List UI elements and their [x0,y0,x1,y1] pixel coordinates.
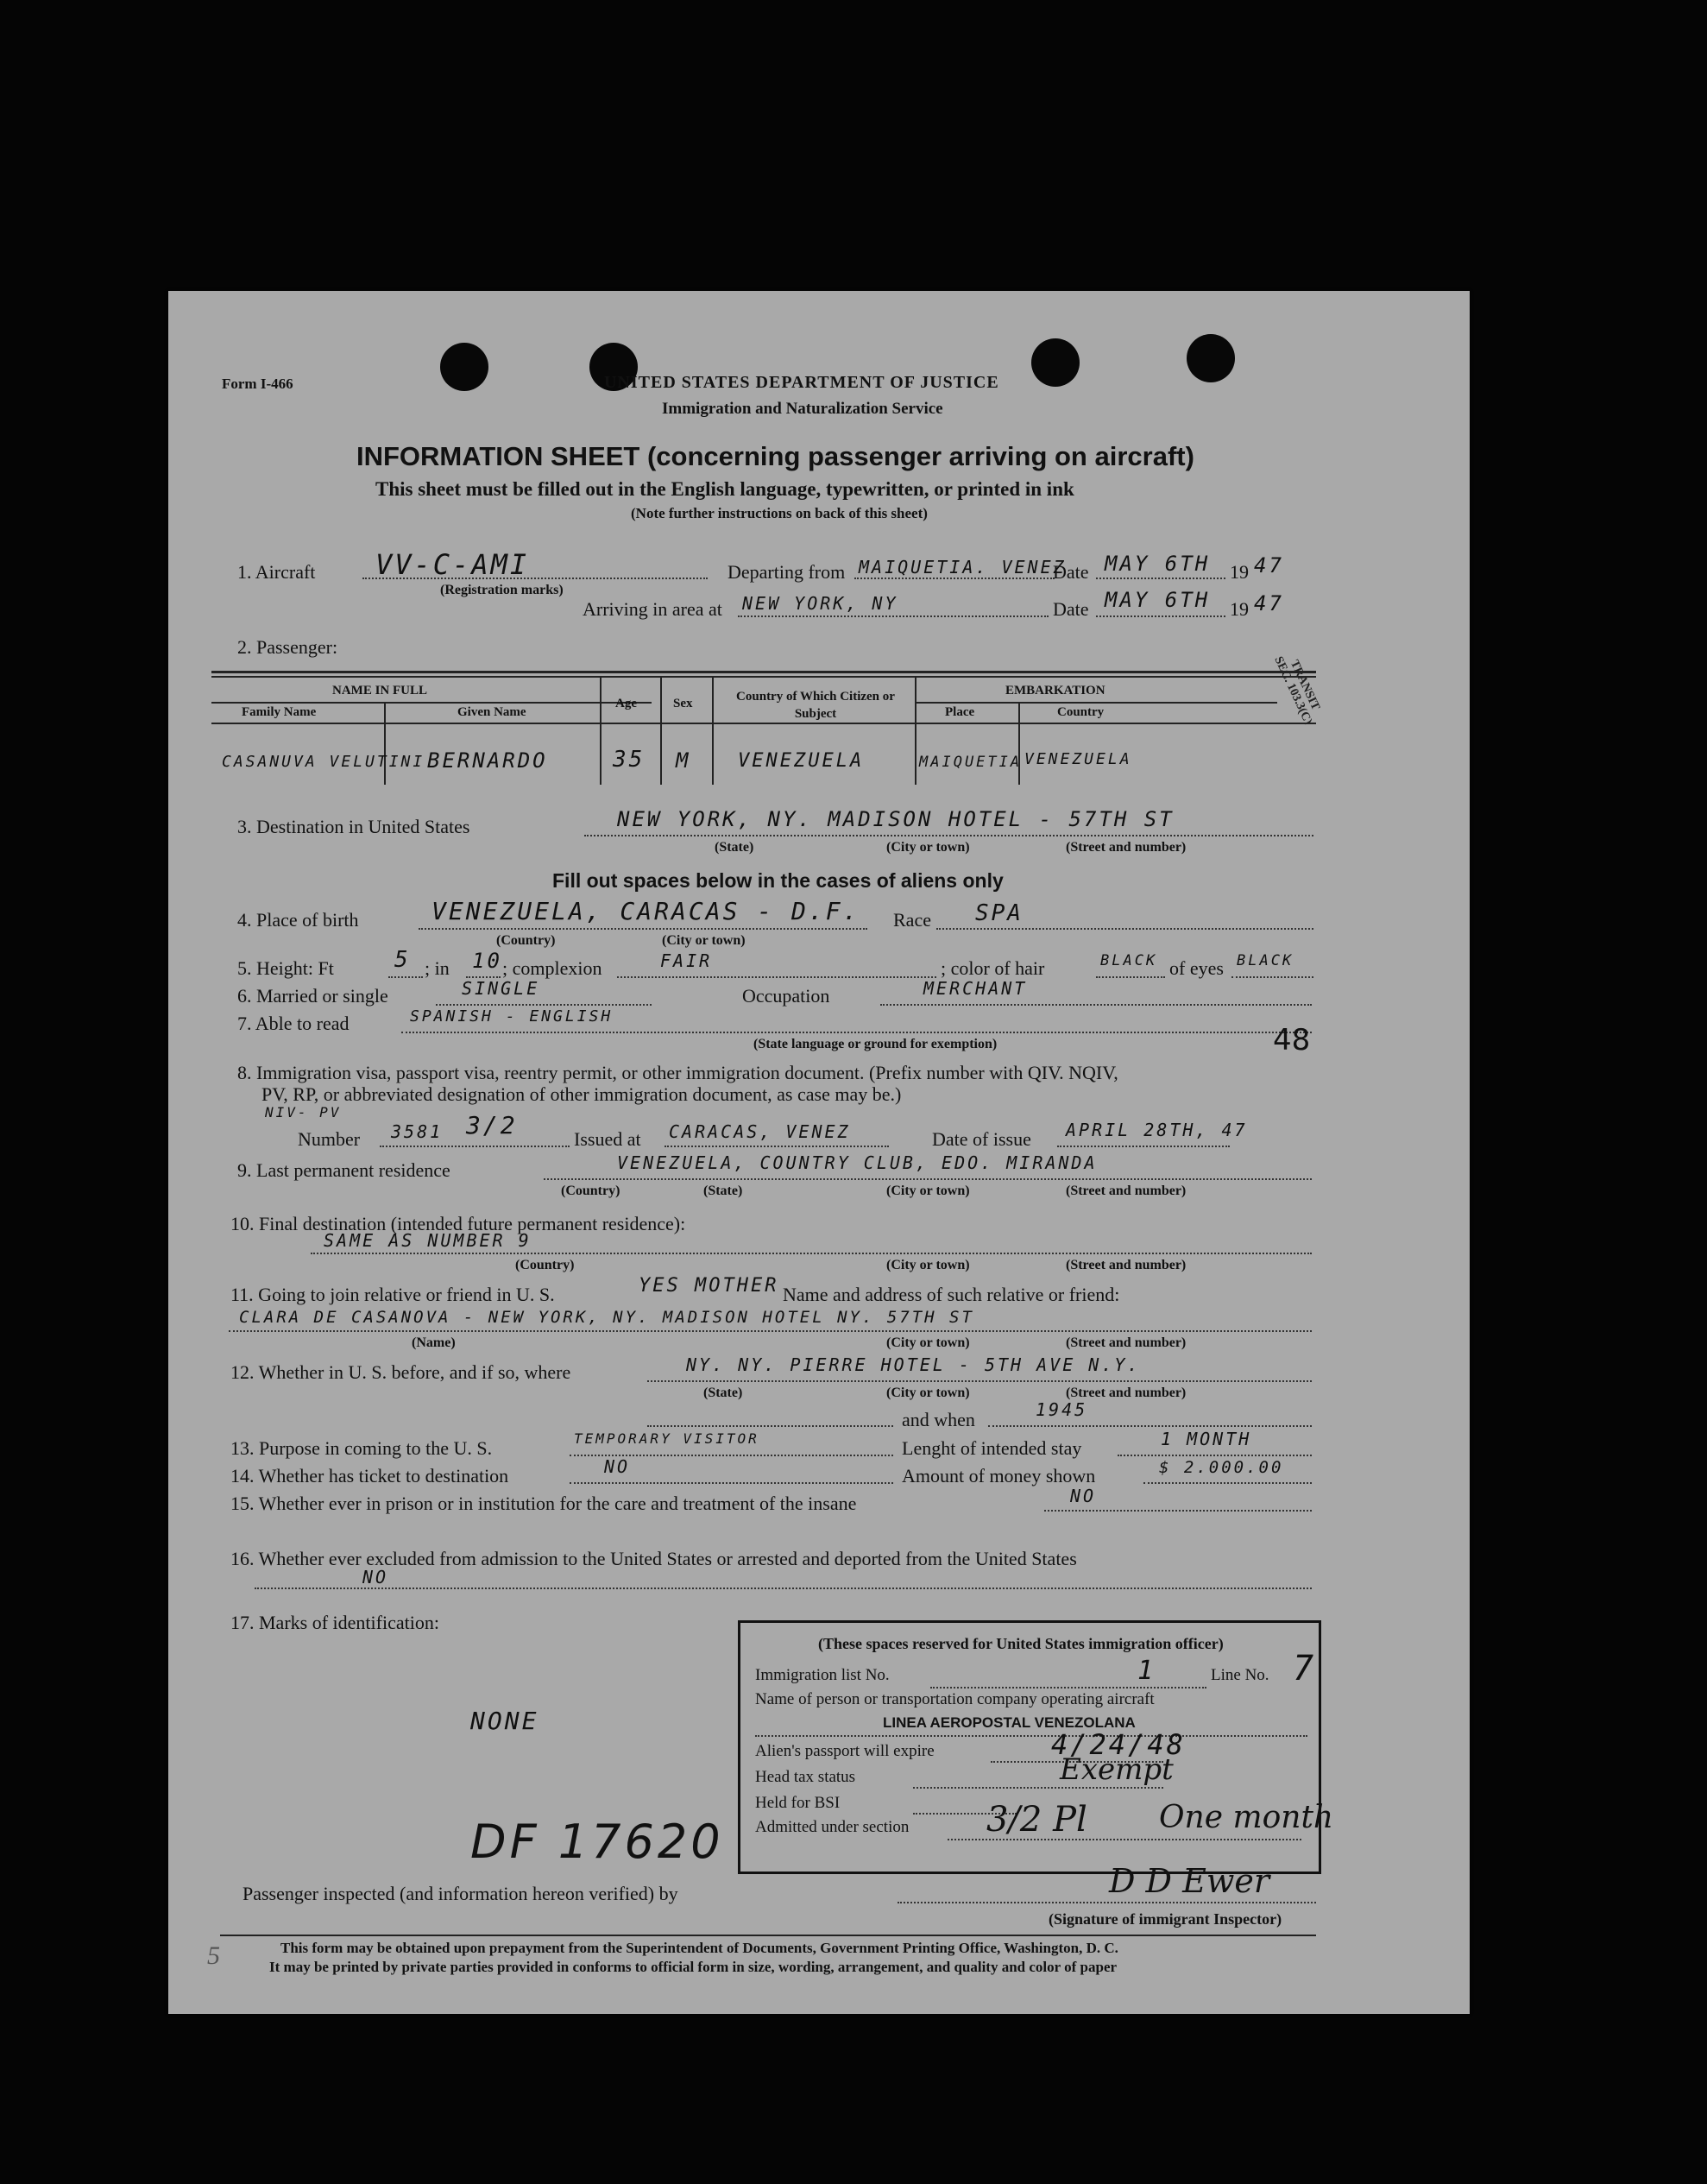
race-value: SPA [975,900,1024,926]
ticket-label: 14. Whether has ticket to destination [230,1465,509,1487]
transit-stamp: TRANSIT SEC. 103.3(C) [1271,654,1322,727]
money-value: $ 2.000.00 [1159,1458,1284,1477]
date-of-issue-label: Date of issue [932,1128,1031,1150]
citizenship-header: Country of Which Citizen or Subject [736,690,895,721]
street-caption: (Street and number) [1066,1335,1187,1350]
margin-number: 48 [1273,1023,1311,1057]
state-caption: (State) [703,1184,743,1198]
officer-box [738,1620,1334,1874]
document-prefix: NIV- PV [265,1104,342,1120]
margin-mark: 5 [207,1941,220,1970]
instructions-note: (Note further instructions on back of this sheet) [631,505,928,521]
page-title: INFORMATION SHEET (concerning passenger arriving on aircraft) [356,441,1194,471]
join-relative-label: 11. Going to join relative or friend in U. S. [230,1284,555,1305]
operator-label: Name of person or transportation company operating aircraft [755,1690,1155,1708]
height-in-value: 10 [472,949,502,973]
purpose-label: 13. Purpose in coming to the U. S. [230,1437,493,1459]
line-number: 7 [1293,1649,1317,1688]
age-header: Age [615,697,637,710]
passport-expiry-value: 4/24/48 [1051,1728,1186,1761]
country-caption: (Country) [496,933,556,948]
registration-caption: (Registration marks) [440,583,564,597]
form-sheet [168,291,1470,2014]
passenger-label: 2. Passenger: [237,636,338,658]
residence-label: 9. Last permanent residence [237,1159,450,1181]
footer-line-1: This form may be obtained upon prepayment from the Superintendent of Documents, Government Printing Office, Washington, D. C. [280,1940,1118,1956]
officer-heading: (These spaces reserved for United States immigration officer) [818,1635,1224,1652]
punch-hole [440,343,488,391]
inspection-label: Passenger inspected (and information hereon verified) by [243,1883,678,1904]
document-label-line1: 8. Immigration visa, passport visa, reentry permit, or other immigration document. (Prefix number with QIV. NQIV, [237,1062,1118,1083]
departure-year: 47 [1254,553,1284,578]
ticket-value: NO [604,1456,631,1477]
admitted-section: 3/2 Pl [986,1800,1087,1840]
eyes-label: of eyes [1169,957,1224,979]
head-tax-label: Head tax status [755,1768,856,1786]
line-label: Line No. [1211,1666,1269,1684]
birthplace-value: VENEZUELA, CARACAS - D.F. [431,897,860,925]
hair-value: BLACK [1100,952,1158,969]
aliens-only-heading: Fill out spaces below in the cases of aliens only [552,869,1004,892]
stay-label: Lenght of intended stay [902,1437,1082,1459]
city-caption: (City or town) [886,1184,970,1198]
given-name-header: Given Name [457,705,526,719]
read-label: 7. Able to read [237,1013,350,1034]
page-subtitle: This sheet must be filled out in the English language, typewritten, or printed in ink [375,478,1074,500]
document-label-line2: PV, RP, or abbreviated designation of other immigration document, as case may be.) [261,1083,902,1105]
city-caption: (City or town) [886,1386,970,1400]
department-name: UNITED STATES DEPARTMENT OF JUSTICE [604,373,999,392]
street-caption: (Street and number) [1066,1184,1187,1198]
passport-expiry-label: Alien's passport will expire [755,1742,935,1760]
street-caption: (Street and number) [1066,1258,1187,1272]
residence-value: VENEZUELA, COUNTRY CLUB, EDO. MIRANDA [617,1152,1098,1173]
document-suffix: 3/2 [466,1111,518,1139]
eyes-value: BLACK [1237,952,1294,969]
race-label: Race [893,909,931,931]
embark-country-value: VENEZUELA [1024,750,1132,768]
street-caption: (Street and number) [1066,1386,1187,1400]
marital-value: SINGLE [462,978,540,999]
head-tax-value: Exempt [1060,1752,1174,1787]
arriving-value: NEW YORK, NY [742,593,898,614]
final-destination-value: SAME AS NUMBER 9 [324,1230,532,1251]
age-value: 35 [613,747,646,773]
state-caption: (State) [703,1386,743,1400]
money-label: Amount of money shown [902,1465,1096,1487]
identification-label: 17. Marks of identification: [230,1612,439,1633]
purpose-value: TEMPORARY VISITOR [574,1430,759,1447]
embarkation-header: EMBARKATION [1005,684,1105,697]
admitted-label: Admitted under section [755,1818,910,1836]
previous-visit-label: 12. Whether in U. S. before, and if so, where [230,1361,571,1383]
stay-value: 1 MONTH [1161,1429,1252,1449]
list-number: 1 [1137,1656,1156,1686]
number-label: Number [298,1128,361,1150]
street-caption: (Street and number) [1066,840,1187,855]
birthplace-label: 4. Place of birth [237,909,359,931]
sex-value: M [676,748,691,773]
date-label-2: Date [1053,598,1089,620]
service-name: Immigration and Naturalization Service [662,400,943,418]
departing-value: MAIQUETIA. VENEZ [859,557,1067,578]
final-destination-label: 10. Final destination (intended future permanent residence): [230,1213,686,1234]
departing-label: Departing from [728,561,846,583]
family-name-value: CASANUVA VELUTINI [222,753,425,771]
signature-caption: (Signature of immigrant Inspector) [1049,1910,1282,1928]
height-ft-label: 5. Height: Ft [237,957,334,979]
aircraft-label: 1. Aircraft [237,561,316,583]
previous-visit-value: NY. NY. PIERRE HOTEL - 5TH AVE N.Y. [686,1354,1141,1375]
hair-label: ; color of hair [941,957,1045,979]
embark-place-value: MAIQUETIA [919,754,1023,771]
prison-value: NO [1070,1486,1097,1506]
when-label: and when [902,1409,975,1430]
arrival-date: MAY 6TH [1105,588,1211,612]
name-caption: (Name) [412,1335,456,1350]
punch-hole [1187,334,1235,382]
df-number: DF 17620 [470,1815,724,1869]
year-prefix: 19 [1230,561,1249,583]
excluded-value: NO [362,1567,389,1588]
excluded-label: 16. Whether ever excluded from admission to the United States or arrested and deported from the United States [230,1548,1077,1569]
arriving-label: Arriving in area at [583,598,722,620]
city-caption: (City or town) [662,933,746,948]
complexion-value: FAIR [660,950,713,971]
occupation-label: Occupation [742,985,830,1007]
punch-hole [1031,338,1080,387]
embark-country-header: Country [1057,705,1105,719]
language-caption: (State language or ground for exemption) [753,1037,998,1051]
height-in-label: ; in [425,957,450,979]
date-label: Date [1053,561,1089,583]
document-number: 3581 [391,1121,444,1142]
country-caption: (Country) [561,1184,620,1198]
admitted-period: One month [1159,1800,1334,1835]
country-caption: (Country) [515,1258,575,1272]
inspector-signature: D D Ewer [1109,1862,1270,1900]
relative-address-value: CLARA DE CASANOVA - NEW YORK, NY. MADISON HOTEL NY. 57TH ST [239,1308,974,1327]
destination-value: NEW YORK, NY. MADISON HOTEL - 57TH ST [617,807,1175,831]
embark-place-header: Place [945,705,975,719]
destination-label: 3. Destination in United States [237,816,470,837]
operator-value: LINEA AEROPOSTAL VENEZOLANA [883,1714,1136,1731]
city-caption: (City or town) [886,1258,970,1272]
family-name-header: Family Name [242,705,317,719]
complexion-label: ; complexion [502,957,602,979]
name-in-full-header: NAME IN FULL [332,684,428,697]
city-caption: (City or town) [886,840,970,855]
form-number: Form I-466 [222,376,293,392]
read-value: SPANISH - ENGLISH [410,1007,614,1026]
citizen-value: VENEZUELA [738,750,865,772]
arrival-year: 47 [1254,591,1284,615]
when-value: 1945 [1036,1399,1088,1420]
height-ft-value: 5 [394,947,411,973]
state-caption: (State) [715,840,754,855]
issued-value: CARACAS, VENEZ [669,1121,851,1142]
list-label: Immigration list No. [755,1666,890,1684]
footer-line-2: It may be printed by private parties provided in conforms to official form in size, wording, arrangement, and quality and color of paper [269,1959,1118,1975]
relative-address-label: Name and address of such relative or friend: [783,1284,1120,1305]
year-prefix-2: 19 [1230,598,1249,620]
bsi-label: Held for BSI [755,1794,841,1812]
given-name-value: BERNARDO [427,748,548,773]
city-caption: (City or town) [886,1335,970,1350]
marital-label: 6. Married or single [237,985,388,1007]
issued-label: Issued at [574,1128,641,1150]
occupation-value: MERCHANT [923,978,1028,999]
departure-date: MAY 6TH [1105,552,1211,576]
identification-value: NONE [470,1707,539,1735]
aircraft-registration: VV-C-AMI [375,548,530,581]
date-of-issue-value: APRIL 28TH, 47 [1066,1120,1248,1140]
prison-label: 15. Whether ever in prison or in institution for the care and treatment of the insane [230,1493,857,1514]
join-relative-answer: YES MOTHER [639,1275,779,1297]
sex-header: Sex [673,697,693,710]
